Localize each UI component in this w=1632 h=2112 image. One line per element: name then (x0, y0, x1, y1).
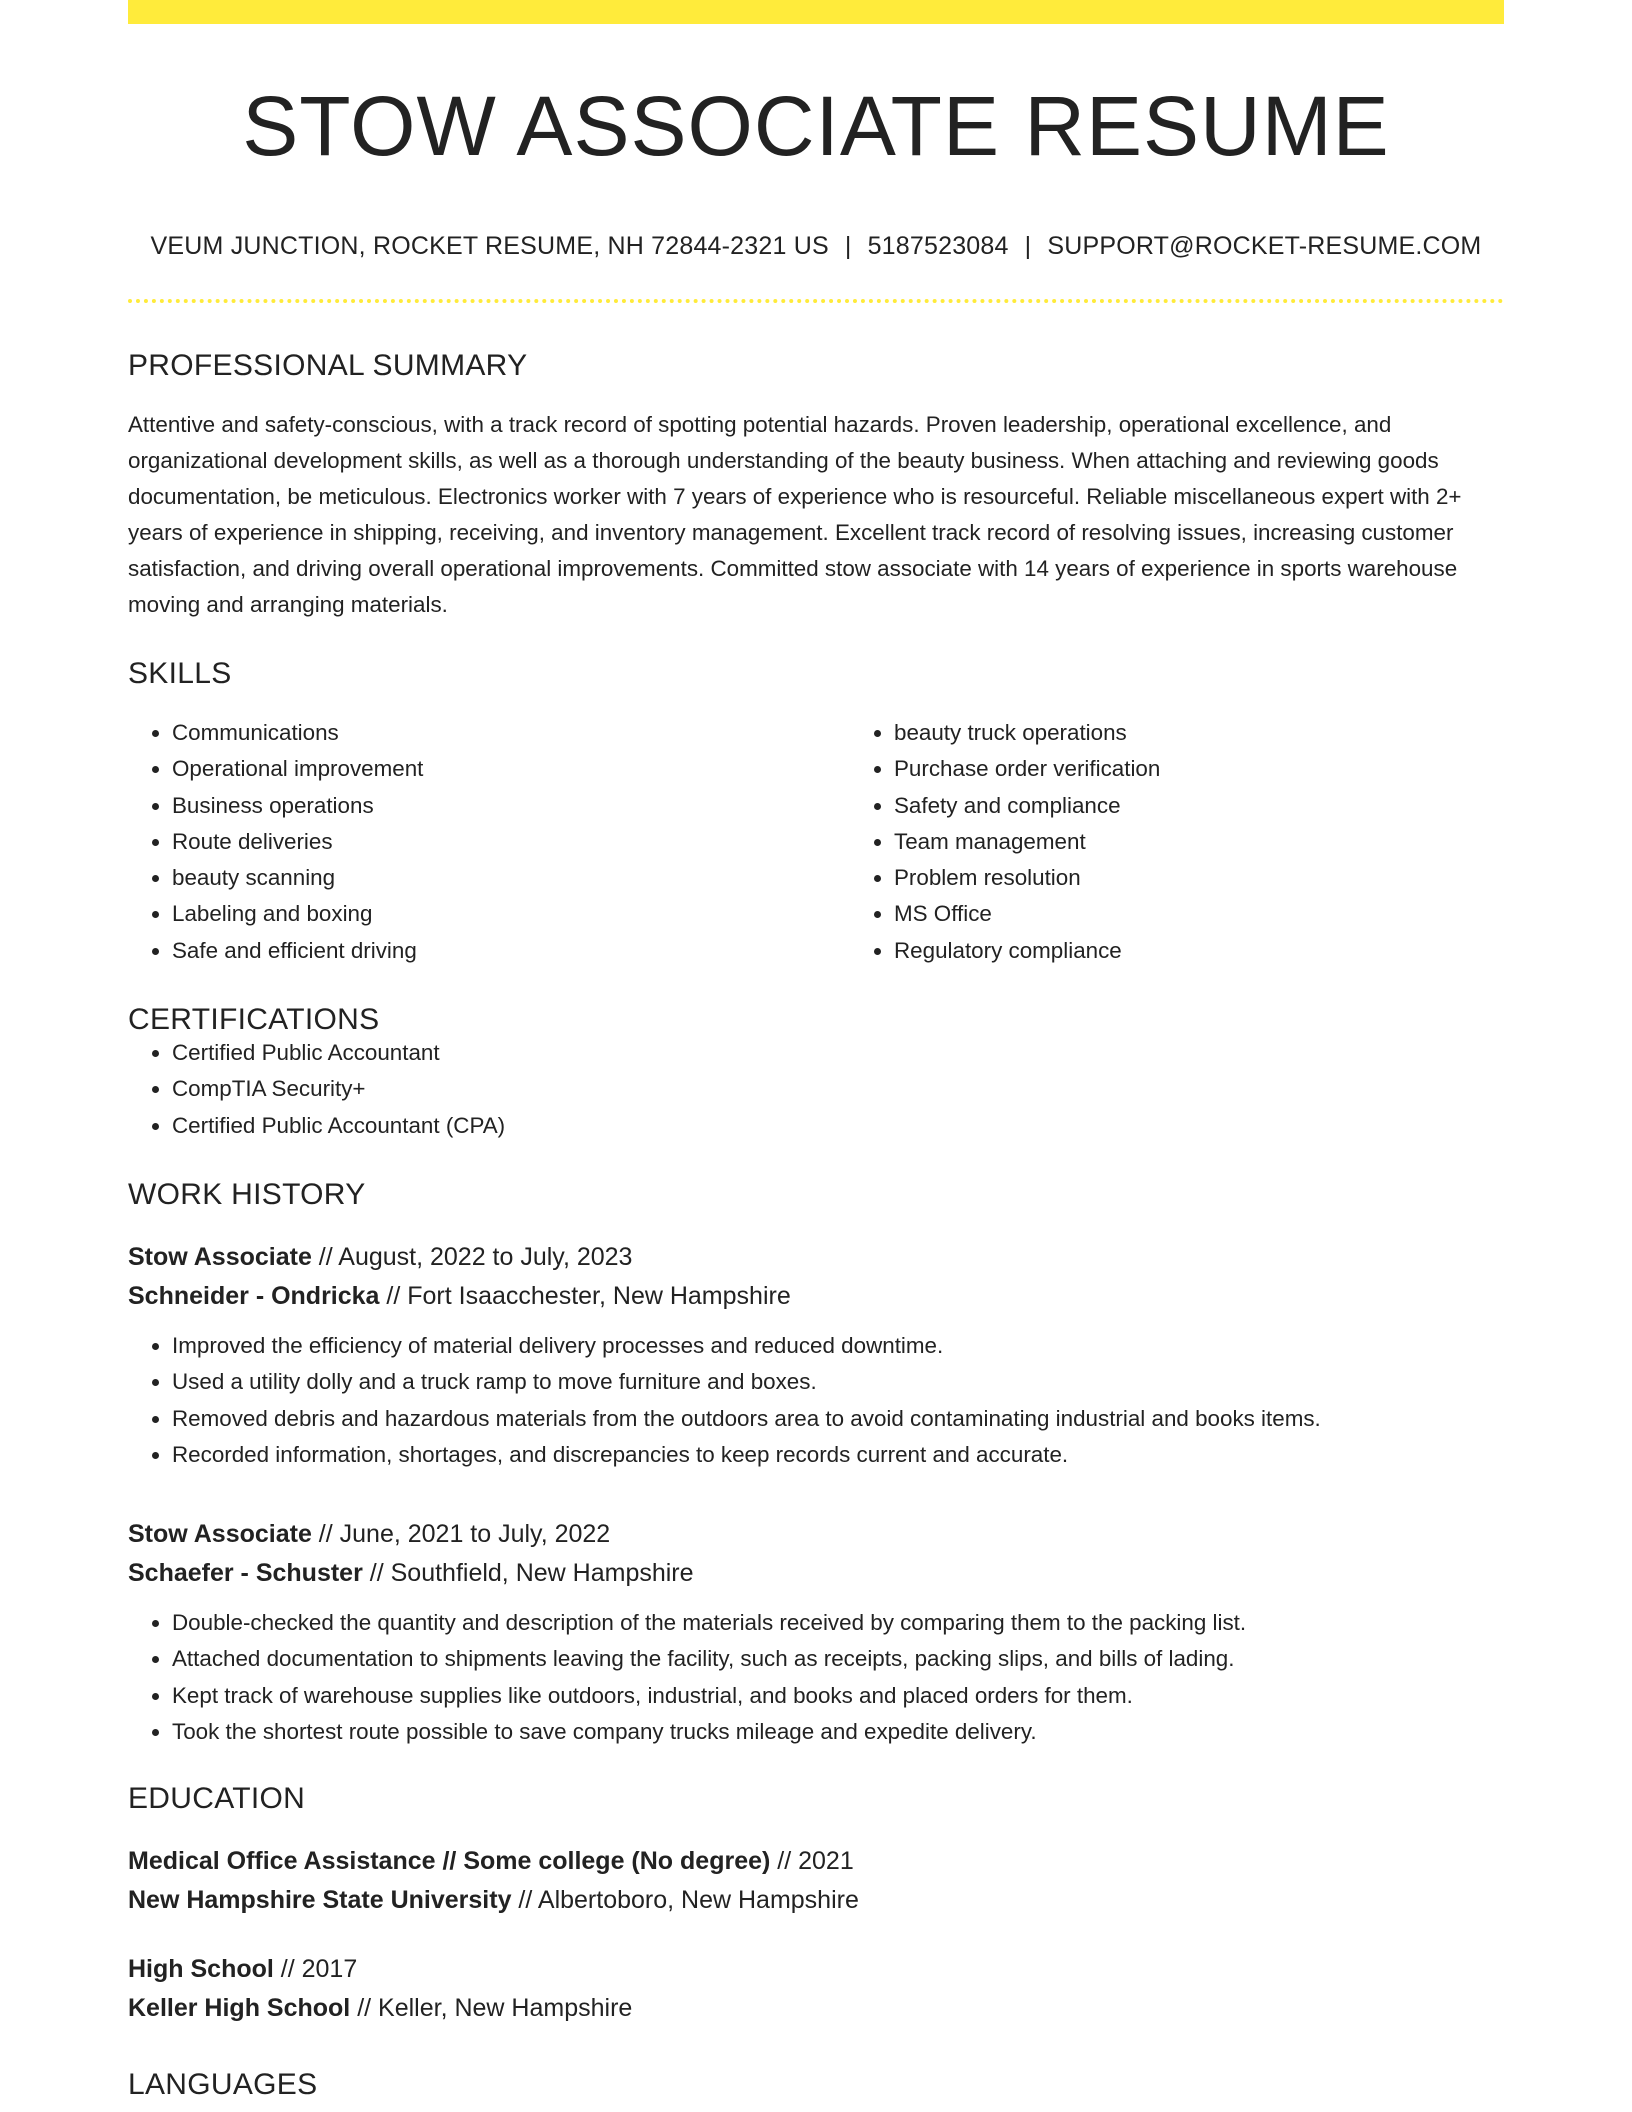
job-bullets (128, 1605, 1504, 1750)
skills-columns (128, 715, 1504, 969)
summary-text: Attentive and safety-conscious, with a track record of spotting potential hazards. Proven leadership, operational excellence, and organizational development skills, as well as a thorough understanding of the beauty business. When attaching and reviewing goods documentation, be meticulous. Electronics worker with 7 years of experience who is resourceful. Reliable miscellaneous expert with 2+ years of experience in shipping, receiving, and inventory management. Excellent track record of resolving issues, increasing customer satisfaction, and driving overall operational improvements. Committed stow associate with 14 years of experience in sports warehouse moving and arranging materials. (128, 412, 1462, 617)
education-year: // 2021 (770, 1847, 854, 1876)
languages-heading: LANGUAGES (128, 2068, 318, 2102)
education-degree: High School (128, 1955, 274, 1984)
education-location: // Keller, New Hampshire (350, 1994, 633, 2023)
education-entry (128, 1950, 1504, 2028)
certification-item: • Certified Public Accountant (172, 1035, 1504, 1071)
skills-list-right (850, 715, 1572, 969)
job-bullet: • Took the shortest route possible to save company trucks mileage and expedite delivery. (172, 1714, 1504, 1750)
top-accent-bar (128, 0, 1504, 24)
skills-heading: SKILLS (128, 657, 232, 690)
job-dates: // August, 2022 to July, 2023 (311, 1242, 633, 1271)
job-company: Schneider - Ondricka (128, 1281, 380, 1310)
education-school: New Hampshire State University (128, 1886, 512, 1915)
skill-item: • Business operations (172, 788, 850, 824)
job-role-line (128, 1238, 1504, 1277)
contact-separator: | (1024, 232, 1032, 260)
education-heading: EDUCATION (128, 1782, 306, 1816)
contact-line (128, 234, 1504, 259)
skill-item: • Operational improvement (172, 751, 850, 787)
job-entry (128, 1515, 1504, 1750)
education-year: // 2017 (273, 1955, 358, 1984)
resume-page (128, 0, 1504, 2100)
job-bullet: • Used a utility dolly and a truck ramp to move furniture and boxes. (172, 1364, 1504, 1400)
job-bullet: • Improved the efficiency of material delivery processes and reduced downtime. (172, 1328, 1504, 1364)
resume-title: STOW ASSOCIATE RESUME (242, 79, 1390, 173)
job-bullet: • Removed debris and hazardous materials from the outdoors area to avoid contaminating industrial and books items. (172, 1401, 1504, 1437)
skill-item: • Route deliveries (172, 824, 850, 860)
education-school-line (128, 1989, 1504, 2028)
header-divider (128, 299, 1504, 303)
education-degree-line (128, 1950, 1504, 1989)
job-bullets (128, 1328, 1504, 1473)
contact-email: SUPPORT@ROCKET-RESUME.COM (1047, 232, 1482, 260)
job-location: // Southfield, New Hampshire (362, 1559, 694, 1588)
skill-item: • Communications (172, 715, 850, 751)
skill-item: • Safety and compliance (894, 788, 1572, 824)
education-school-line (128, 1881, 1504, 1920)
skill-item: • Team management (894, 824, 1572, 860)
contact-separator: | (844, 232, 852, 260)
skill-item: • Purchase order verification (894, 751, 1572, 787)
job-bullet: • Double-checked the quantity and description of the materials received by comparing them to the packing list. (172, 1605, 1504, 1641)
certification-item: • Certified Public Accountant (CPA) (172, 1108, 1504, 1144)
certifications-heading: CERTIFICATIONS (128, 1003, 380, 1037)
contact-address: VEUM JUNCTION, ROCKET RESUME, NH 72844-2321 US (150, 232, 829, 260)
education-entry (128, 1842, 1504, 1920)
job-role: Stow Associate (128, 1242, 312, 1271)
education-degree: Medical Office Assistance // Some college (No degree) (128, 1847, 771, 1876)
skill-item: • MS Office (894, 896, 1572, 932)
skill-item: • beauty scanning (172, 860, 850, 896)
certifications-list (128, 1035, 1504, 1144)
job-bullet: • Recorded information, shortages, and discrepancies to keep records current and accurate. (172, 1437, 1504, 1473)
job-entry (128, 1238, 1504, 1473)
job-dates: // June, 2021 to July, 2022 (311, 1520, 611, 1549)
job-bullet: • Kept track of warehouse supplies like outdoors, industrial, and books and placed orders for them. (172, 1678, 1504, 1714)
education-school: Keller High School (128, 1994, 351, 2023)
job-company-line (128, 1277, 1504, 1316)
job-location: // Fort Isaacchester, New Hampshire (379, 1281, 791, 1310)
skill-item: • Safe and efficient driving (172, 933, 850, 969)
job-role-line (128, 1515, 1504, 1554)
skill-item: • Problem resolution (894, 860, 1572, 896)
job-company-line (128, 1554, 1504, 1593)
education-location: // Albertoboro, New Hampshire (511, 1886, 859, 1915)
skill-item: • Labeling and boxing (172, 896, 850, 932)
contact-phone: 5187523084 (867, 232, 1009, 260)
skills-list-left (128, 715, 850, 969)
skill-item: • beauty truck operations (894, 715, 1572, 751)
certification-item: • CompTIA Security+ (172, 1071, 1504, 1107)
job-role: Stow Associate (128, 1520, 312, 1549)
skill-item: • Regulatory compliance (894, 933, 1572, 969)
job-company: Schaefer - Schuster (128, 1559, 363, 1588)
education-degree-line (128, 1842, 1504, 1881)
job-bullet: • Attached documentation to shipments leaving the facility, such as receipts, packing slips, and bills of lading. (172, 1641, 1504, 1677)
work-history-heading: WORK HISTORY (128, 1177, 366, 1211)
summary-heading: PROFESSIONAL SUMMARY (128, 349, 528, 382)
